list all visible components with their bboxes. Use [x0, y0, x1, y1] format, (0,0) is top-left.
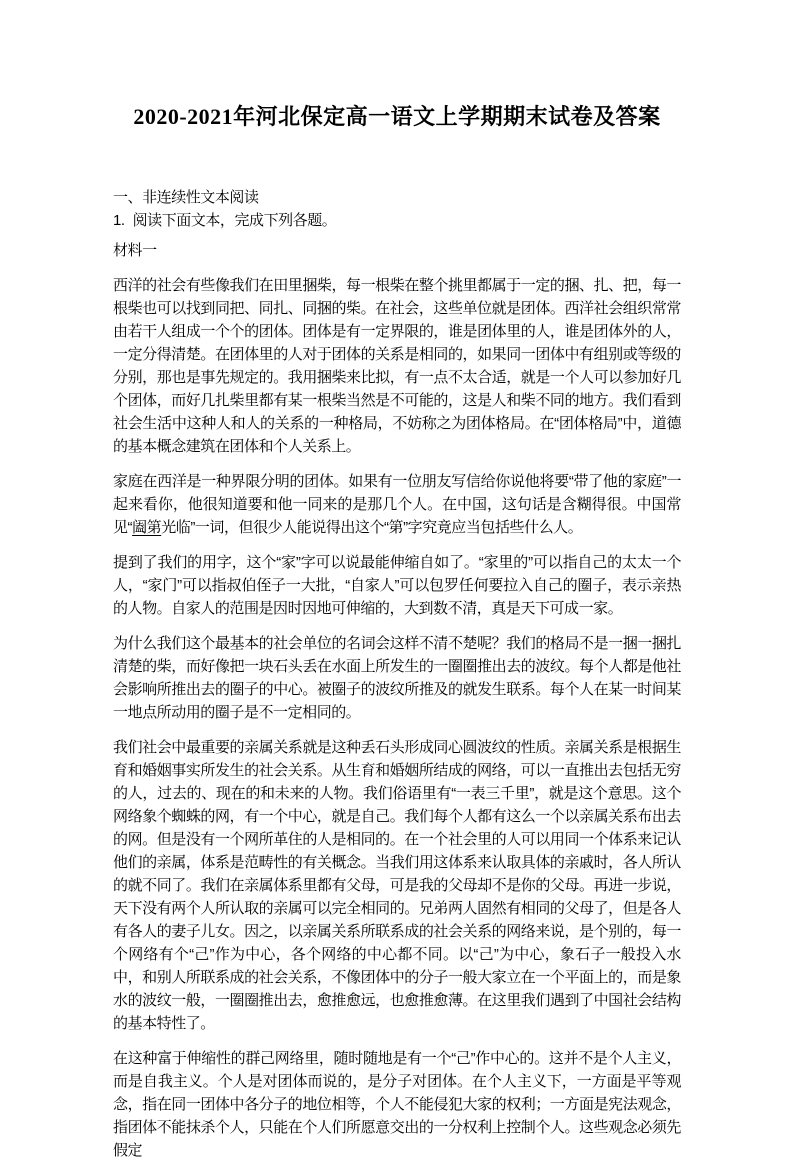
paragraph-2-pre: 家庭在西洋是一种界限分明的团体。如果有一位朋友写信给你说他将要“带了他的家庭”一起来看你，他很知道要和他一同来的是那几个人。在中国，这句话是含糊得很。中国常见“: [113, 473, 681, 536]
paragraph-2: [113, 470, 681, 539]
paragraph-6: 在这种富于伸缩性的群己网络里，随时随地是有一个“己”作中心的。这并不是个人主义，而是自我主义。个人是对团体而说的，是分子对团体。在个人主义下，一方面是平等观念，指在同一团体中各分子的地位相等，个人不能侵犯大家的权利；一方面是宪法观念，指团体不能抹杀个人，只能在个人们所愿意交出的一分权利上控制个人。这些观念必须先假定: [113, 1050, 681, 1159]
document-title: 2020-2021年河北保定高一语文上学期期末试卷及答案: [133, 104, 661, 129]
section-heading: 一、非连续性文本阅读: [113, 189, 259, 206]
material-label: 材料一: [113, 242, 157, 259]
question-number: 1.: [113, 212, 125, 229]
underlined-term: 阖第: [132, 519, 162, 536]
question-line: [113, 209, 681, 232]
paragraph-1: 西洋的社会有些像我们在田里捆柴，每一根柴在整个挑里都属于一定的捆、扎、把，每一根柴也可以找到同把、同扎、同捆的柴。在社会，这些单位就是团体。西洋社会组织常常由若干人组成一个个的团体。团体是有一定界限的，谁是团体里的人，谁是团体外的人，一定分得清楚。在团体里的人对于团体的关系是相同的，如果同一团体中有组别或等级的分别，那也是事先规定的。我用捆柴来比拟，有一点不太合适，就是一个人可以参加好几个团体，而好几扎柴里都有某一根柴当然是不可能的，这是人和柴不同的地方。我们看到社会生活中这种人和人的关系的一种格局，不妨称之为团体格局。在“团体格局”中，道德的基本概念建筑在团体和个人关系上。: [113, 277, 681, 455]
paragraph-5: 我们社会中最重要的亲属关系就是这种丢石头形成同心圆波纹的性质。亲属关系是根据生育和婚姻事实所发生的社会关系。从生育和婚姻所结成的网络，可以一直推出去包括无穷的人，过去的、现在的和未来的人物。我们俗语里有“一表三千里”，就是这个意思。这个网络象个蜘蛛的网，有一个中心，就是自己。我们每个人都有这么一个以亲属关系布出去的网。但是没有一个网所革住的人是相同的。在一个社会里的人可以用同一个体系来记认他们的亲属，体系是范畴性的有关概念。当我们用这体系来认取具体的亲戚时，各人所认的就不同了。我们在亲属体系里都有父母，可是我的父母却不是你的父母。再进一步说，天下没有两个人所认取的亲属可以完全相同的。兄弟两人固然有相同的父母了，但是各人有各人的妻子儿女。因之，以亲属关系所联系成的社会关系的网络来说，是个别的，每一个网络有个“己”作为中心，各个网络的中心都不同。以“己”为中心，象石子一般投入水中，和别人所联系成的社会关系，不像团体中的分子一般大家立在一个平面上的，而是象水的波纹一般，一圈圈推出去，愈推愈远，也愈推愈薄。在这里我们遇到了中国社会结构的基本特性了。: [113, 739, 681, 1032]
paragraph-3: 提到了我们的用字，这个“家”字可以说最能伸缩自如了。“家里的”可以指自己的太太一个人，“家门”可以指叔伯侄子一大批，“自家人”可以包罗任何要拉入自己的圈子，表示亲热的人物。自家人的范围是因时因地可伸缩的，大到数不清，真是天下可成一家。: [113, 554, 681, 617]
paragraph-2-post: 光临”一词，但很少人能说得出这个“第”字究竟应当包括些什么人。: [161, 519, 583, 536]
question-text: 阅读下面文本，完成下列各题。: [132, 212, 337, 229]
paragraph-4: 为什么我们这个最基本的社会单位的名词会这样不清不楚呢？我们的格局不是一捆一捆扎清楚的柴，而好像把一块石头丢在水面上所发生的一圈圈推出去的波纹。每个人都是他社会影响所推出去的圈子的中心。被圈子的波纹所推及的就发生联系。每个人在某一时间某一地点所动用的圈子是不一定相同的。: [113, 635, 681, 721]
